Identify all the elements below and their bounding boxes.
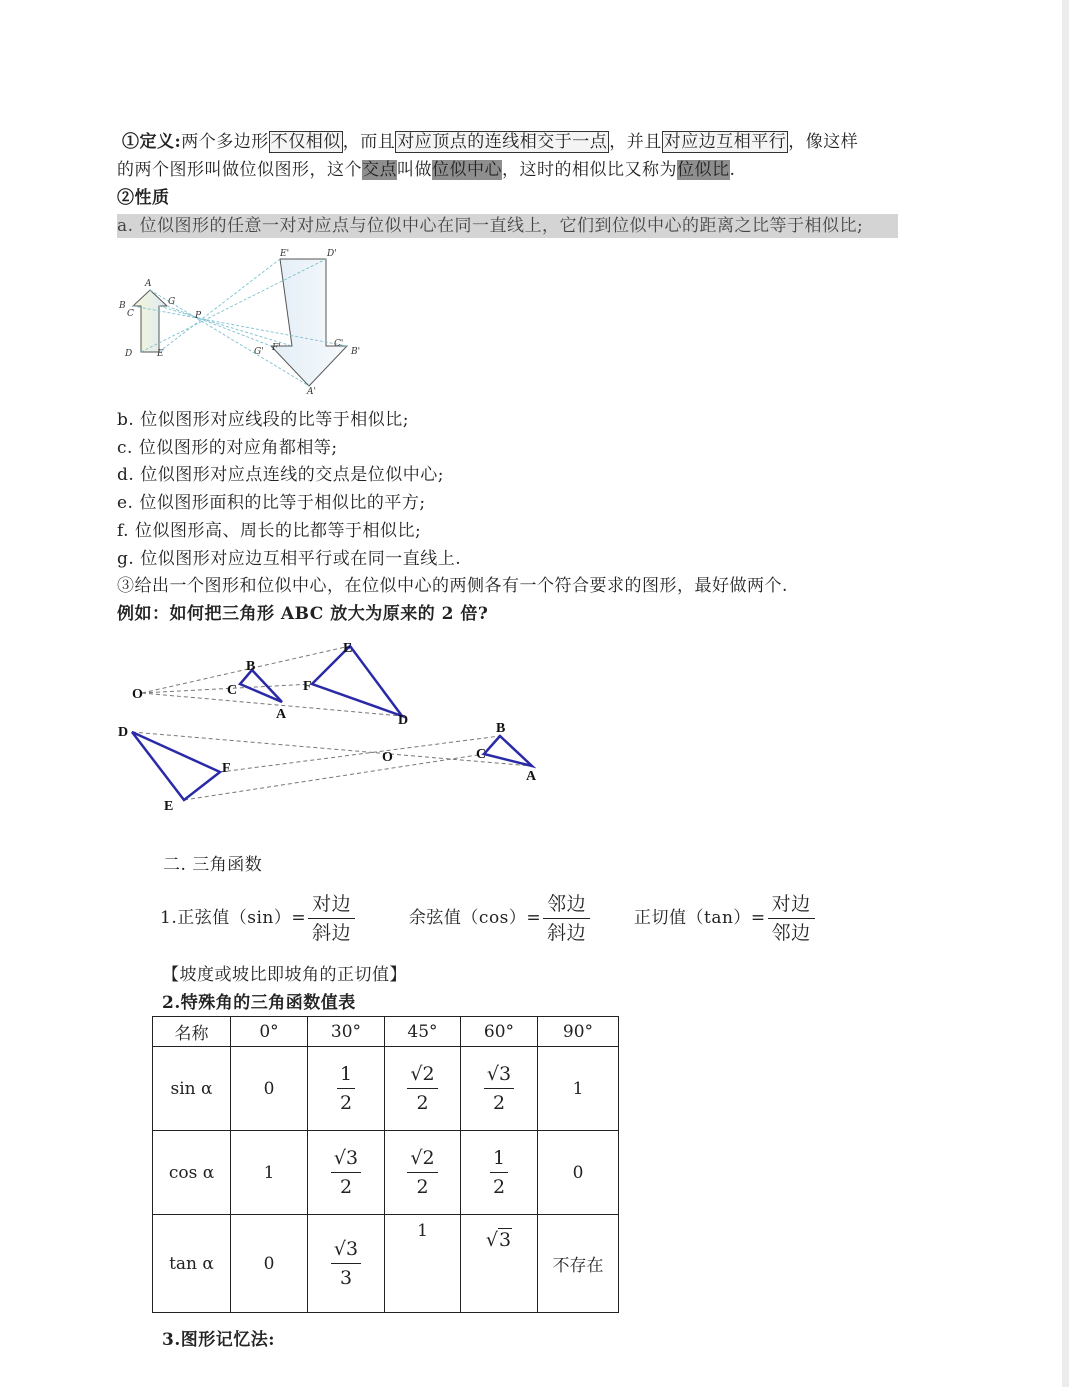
cos-numerator: 邻边 (543, 890, 590, 919)
bottom-rays (132, 732, 532, 800)
item-3: ③给出一个图形和位似中心，在位似中心的两侧各有一个符合要求的图形，最好做两个. (117, 576, 788, 596)
row-name-cos: cos α (153, 1131, 231, 1215)
table-cell (461, 1215, 538, 1313)
table-header: 名称 (153, 1017, 231, 1047)
section-2-title: 二. 三角函数 (163, 855, 263, 875)
table-row (153, 1131, 619, 1215)
label-B-prime: B' (351, 347, 361, 357)
table-header: 45° (385, 1017, 461, 1047)
table-row (153, 1047, 619, 1131)
table-cell: 1 (231, 1131, 308, 1215)
label-A: A (145, 279, 152, 289)
table-cell (461, 1131, 538, 1215)
top-rays (142, 646, 402, 716)
highlight-center: 位似中心 (432, 160, 502, 180)
sin-numerator: 对边 (308, 890, 355, 919)
special-angle-table (152, 1016, 619, 1313)
label-A-top: A (276, 707, 287, 722)
definition-text: 两个多边形 (181, 132, 269, 152)
numerator (407, 1144, 437, 1173)
large-arrow-shape (271, 259, 347, 386)
table-cell (461, 1047, 538, 1131)
denominator: 2 (416, 1176, 429, 1198)
label-C-prime: C' (334, 339, 344, 349)
page-edge (1062, 0, 1069, 1387)
radicand: 3 (499, 1229, 512, 1251)
label-D-prime: D' (327, 249, 337, 259)
fraction (331, 1144, 361, 1201)
numerator: 1 (337, 1060, 355, 1089)
tan-numerator: 对边 (768, 890, 815, 919)
homothety-arrow-figure (115, 242, 375, 400)
label-A-bottom: A (526, 769, 537, 784)
label-D: D (125, 349, 133, 359)
table-cell: 1 (385, 1215, 461, 1313)
table-title: 2.特殊角的三角函数值表 (162, 993, 356, 1013)
label-C-top: C (227, 683, 238, 698)
highlight-ratio: 位似比 (677, 160, 730, 180)
definition-text: ，这时的相似比又称为 (502, 160, 677, 180)
cos-label: 余弦值（cos）= (408, 908, 542, 928)
table-cell: 1 (538, 1047, 619, 1131)
definition-label: ①定义: (122, 132, 182, 152)
radicand: 3 (346, 1147, 359, 1169)
label-B-top: B (246, 659, 256, 674)
trig-formulas (160, 890, 817, 950)
sqrt-symbol: √ (485, 1229, 498, 1251)
numerator (484, 1060, 514, 1089)
memory-method-title: 3.图形记忆法: (162, 1330, 276, 1350)
table-header-row (153, 1017, 619, 1047)
properties-heading: ②性质 (117, 188, 170, 208)
table-header: 60° (461, 1017, 538, 1047)
denominator: 3 (339, 1267, 353, 1289)
table-cell (385, 1047, 461, 1131)
sqrt-symbol: √ (333, 1147, 346, 1169)
label-O-top: O (132, 687, 143, 702)
label-F-prime: F' (272, 343, 281, 353)
numerator (407, 1060, 437, 1089)
tan-fraction (768, 890, 815, 947)
radicand: 2 (422, 1063, 435, 1085)
denominator: 2 (492, 1092, 506, 1114)
label-D-top: D (398, 713, 409, 728)
table-cell: 0 (231, 1215, 308, 1313)
radicand: 2 (422, 1147, 435, 1169)
label-C: C (127, 309, 134, 319)
table-cell (385, 1131, 461, 1215)
label-D-bottom: D (118, 725, 129, 740)
denominator: 2 (492, 1176, 506, 1198)
label-G: G (168, 297, 176, 307)
property-d: d. 位似图形对应点连线的交点是位似中心; (117, 465, 444, 485)
label-P: P (195, 311, 202, 321)
label-E-bottom: E (164, 799, 174, 814)
table-cell: 不存在 (538, 1215, 619, 1313)
fraction (484, 1060, 514, 1117)
table-row (153, 1215, 619, 1313)
label-G-prime: G' (254, 347, 264, 357)
triangle-ABC-bottom (484, 736, 532, 766)
definition-line-1 (122, 130, 858, 154)
sin-fraction (308, 890, 355, 947)
table-cell: 0 (231, 1047, 308, 1131)
table-cell (308, 1131, 385, 1215)
tan-label: 正切值（tan）= (633, 908, 766, 928)
table-cell: 0 (538, 1131, 619, 1215)
label-O-bottom: O (382, 750, 393, 765)
label-F-bottom: F (222, 761, 231, 776)
triangle-DEF-bottom (132, 732, 220, 800)
keyword-box-parallel: 对应边互相平行 (663, 132, 787, 152)
definition-text: ，而且 (342, 132, 396, 152)
label-A-prime: A' (307, 387, 316, 397)
table-header: 30° (308, 1017, 385, 1047)
sin-label: 正弦值（sin）= (177, 908, 307, 928)
property-a: a. 位似图形的任意一对对应点与位似中心在同一直线上，它们到位似中心的距离之比等于相似比; (117, 214, 898, 238)
sqrt-symbol: √ (486, 1063, 499, 1085)
fraction (407, 1144, 437, 1201)
triangle-DEF-top (312, 646, 402, 716)
cos-denominator: 斜边 (547, 922, 587, 944)
definition-text: ，并且 (609, 132, 662, 152)
denominator: 2 (339, 1176, 353, 1198)
property-e: e. 位似图形面积的比等于相似比的平方; (117, 493, 426, 513)
label-B-bottom: B (496, 721, 506, 736)
label-E: E (157, 349, 164, 359)
property-f: f. 位似图形高、周长的比都等于相似比; (117, 521, 422, 541)
label-E-top: E (343, 641, 353, 656)
table-cell (308, 1047, 385, 1131)
keyword-box-similar: 不仅相似 (270, 132, 341, 152)
highlight-intersection: 交点 (362, 160, 397, 180)
fraction (337, 1060, 355, 1117)
slope-note: 【坡度或坡比即坡角的正切值】 (162, 965, 407, 985)
tan-denominator: 邻边 (771, 922, 811, 944)
small-arrow-shape (133, 290, 167, 352)
keyword-box-vertices: 对应顶点的连线相交于一点 (397, 132, 608, 152)
table-header: 90° (538, 1017, 619, 1047)
label-F-top: F (303, 679, 312, 694)
fraction (490, 1144, 508, 1201)
denominator: 2 (339, 1092, 353, 1114)
triangle-homothety-figure (112, 636, 552, 816)
numerator (331, 1144, 361, 1173)
definition-text: ，像这样 (788, 132, 859, 152)
cos-fraction (543, 890, 590, 947)
numerator: 1 (490, 1144, 508, 1173)
example-question: 例如：如何把三角形 ABC 放大为原来的 2 倍? (117, 604, 489, 624)
fraction (331, 1235, 361, 1292)
table-cell (308, 1215, 385, 1313)
numerator (331, 1235, 361, 1264)
definition-text: 叫做 (397, 160, 432, 180)
property-b: b. 位似图形对应线段的比等于相似比; (117, 410, 409, 430)
sqrt-value (486, 1229, 512, 1251)
denominator: 2 (416, 1092, 429, 1114)
property-c: c. 位似图形的对应角都相等; (117, 438, 338, 458)
fraction (407, 1060, 437, 1117)
definition-line-2 (117, 158, 735, 182)
sin-denominator: 斜边 (312, 922, 352, 944)
formula-prefix: 1. (160, 908, 178, 928)
sqrt-symbol: √ (410, 1063, 423, 1085)
radicand: 3 (346, 1238, 359, 1260)
label-C-bottom: C (476, 747, 487, 762)
label-B: B (119, 301, 126, 311)
sqrt-symbol: √ (333, 1238, 346, 1260)
radicand: 3 (499, 1063, 512, 1085)
sqrt-symbol: √ (410, 1147, 423, 1169)
row-name-sin: sin α (153, 1047, 231, 1131)
definition-text: . (729, 160, 736, 180)
row-name-tan: tan α (153, 1215, 231, 1313)
label-E-prime: E' (280, 249, 290, 259)
property-g: g. 位似图形对应边互相平行或在同一直线上. (117, 549, 462, 569)
table-header: 0° (231, 1017, 308, 1047)
definition-text: 的两个图形叫做位似图形，这个 (117, 160, 362, 180)
